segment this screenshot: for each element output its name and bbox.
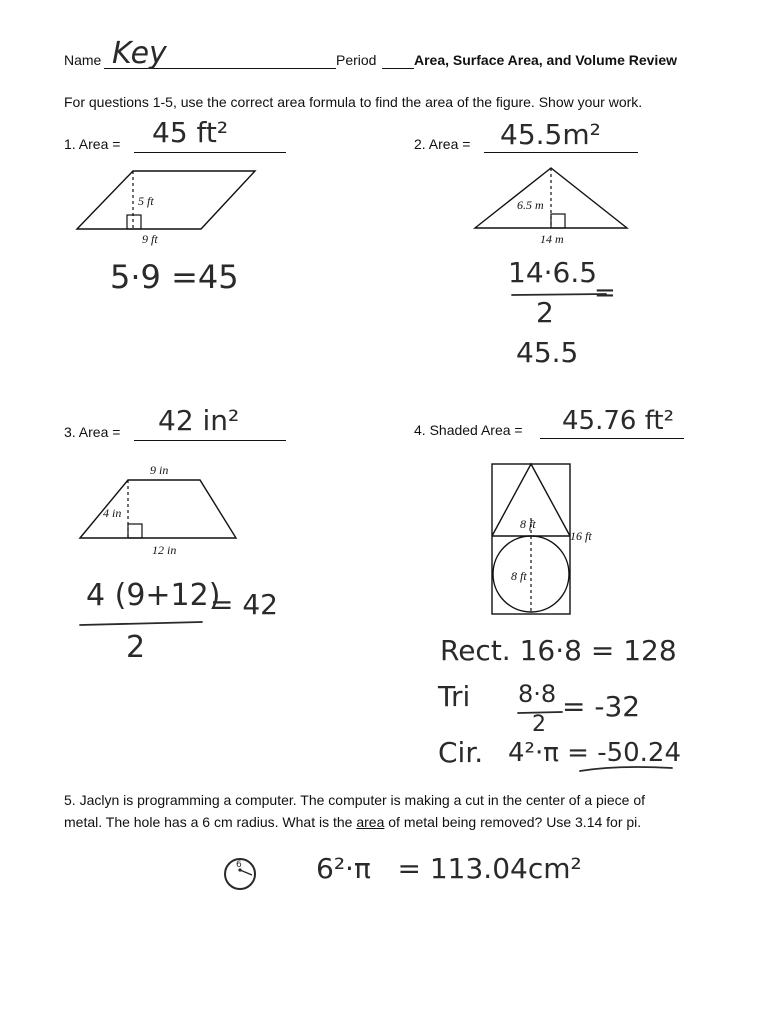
q4-cir-underline <box>578 762 678 776</box>
q4-work-tri-denominator: 2 <box>532 712 546 737</box>
q3-label: 3. Area = <box>64 424 121 440</box>
q2-triangle-figure <box>473 166 633 236</box>
q3-height-label: 4 in <box>103 506 122 520</box>
q3-fraction-bar <box>78 620 208 628</box>
q4-diameter-label: 8 ft <box>511 569 527 583</box>
q4-answer: 45.76 ft² <box>562 406 675 436</box>
q3-work-result: = 42 <box>210 588 278 621</box>
q4-work-tri-numerator: 8·8 <box>518 680 557 708</box>
q2-answer: 45.5m² <box>500 118 601 151</box>
q4-height-label: 16 ft <box>570 529 592 543</box>
q4-work-cir-label: Cir. <box>438 736 484 769</box>
q4-label: 4. Shaded Area = <box>414 422 523 438</box>
q2-work-numerator: 14·6.5 <box>508 256 598 289</box>
q3-work-denominator: 2 <box>126 630 146 665</box>
q1-answer: 45 ft² <box>152 116 229 149</box>
period-label: Period <box>336 52 377 68</box>
q2-work-result: 45.5 <box>516 336 579 369</box>
instructions: For questions 1-5, use the correct area formula to find the area of the figure. Show your work. <box>64 94 643 110</box>
q1-height-label: 5 ft <box>138 194 154 208</box>
q2-work-denominator: 2 <box>536 296 554 329</box>
name-value: Key <box>112 36 167 71</box>
q3-top-label: 9 in <box>150 463 169 477</box>
q4-work-cir: 4²·π = -50.24 <box>508 738 682 768</box>
q2-base-label: 14 m <box>540 232 564 246</box>
q5-work: 6²·π = 113.04cm² <box>316 852 582 885</box>
q1-base-label: 9 ft <box>142 232 158 246</box>
q2-height-label: 6.5 m <box>517 198 544 212</box>
q5-text-line2-start: metal. The hole has a 6 cm radius. What is the <box>64 814 357 830</box>
q2-work-equals: = <box>594 278 616 308</box>
period-underline <box>382 52 414 69</box>
q1-parallelogram-figure <box>75 168 275 238</box>
name-label: Name <box>64 52 102 68</box>
q4-work-rect: Rect. 16·8 = 128 <box>440 634 677 667</box>
q3-answer: 42 in² <box>158 404 240 437</box>
q5-sketch-label: 6 <box>236 860 242 870</box>
q3-work-numerator: 4 (9+12) <box>86 578 221 613</box>
q4-composite-figure <box>490 462 574 622</box>
q3-base-label: 12 in <box>152 543 177 557</box>
q4-work-tri-result: = -32 <box>562 690 641 723</box>
q1-label: 1. Area = <box>64 136 121 152</box>
q4-width-label: 8 ft <box>520 517 536 531</box>
q5-text-line2 <box>64 814 641 830</box>
q5-text-line2-emphasis: area <box>356 814 385 830</box>
q5-text-line1: 5. Jaclyn is programming a computer. The computer is making a cut in the center of a piece of <box>64 792 646 808</box>
worksheet-title: Area, Surface Area, and Volume Review <box>414 52 677 68</box>
q1-work: 5·9 =45 <box>110 258 239 296</box>
q2-label: 2. Area = <box>414 136 471 152</box>
q4-work-tri-label: Tri <box>438 680 471 713</box>
q5-circle-sketch <box>222 856 262 896</box>
q5-text-line2-end: of metal being removed? Use 3.14 for pi. <box>384 814 642 830</box>
